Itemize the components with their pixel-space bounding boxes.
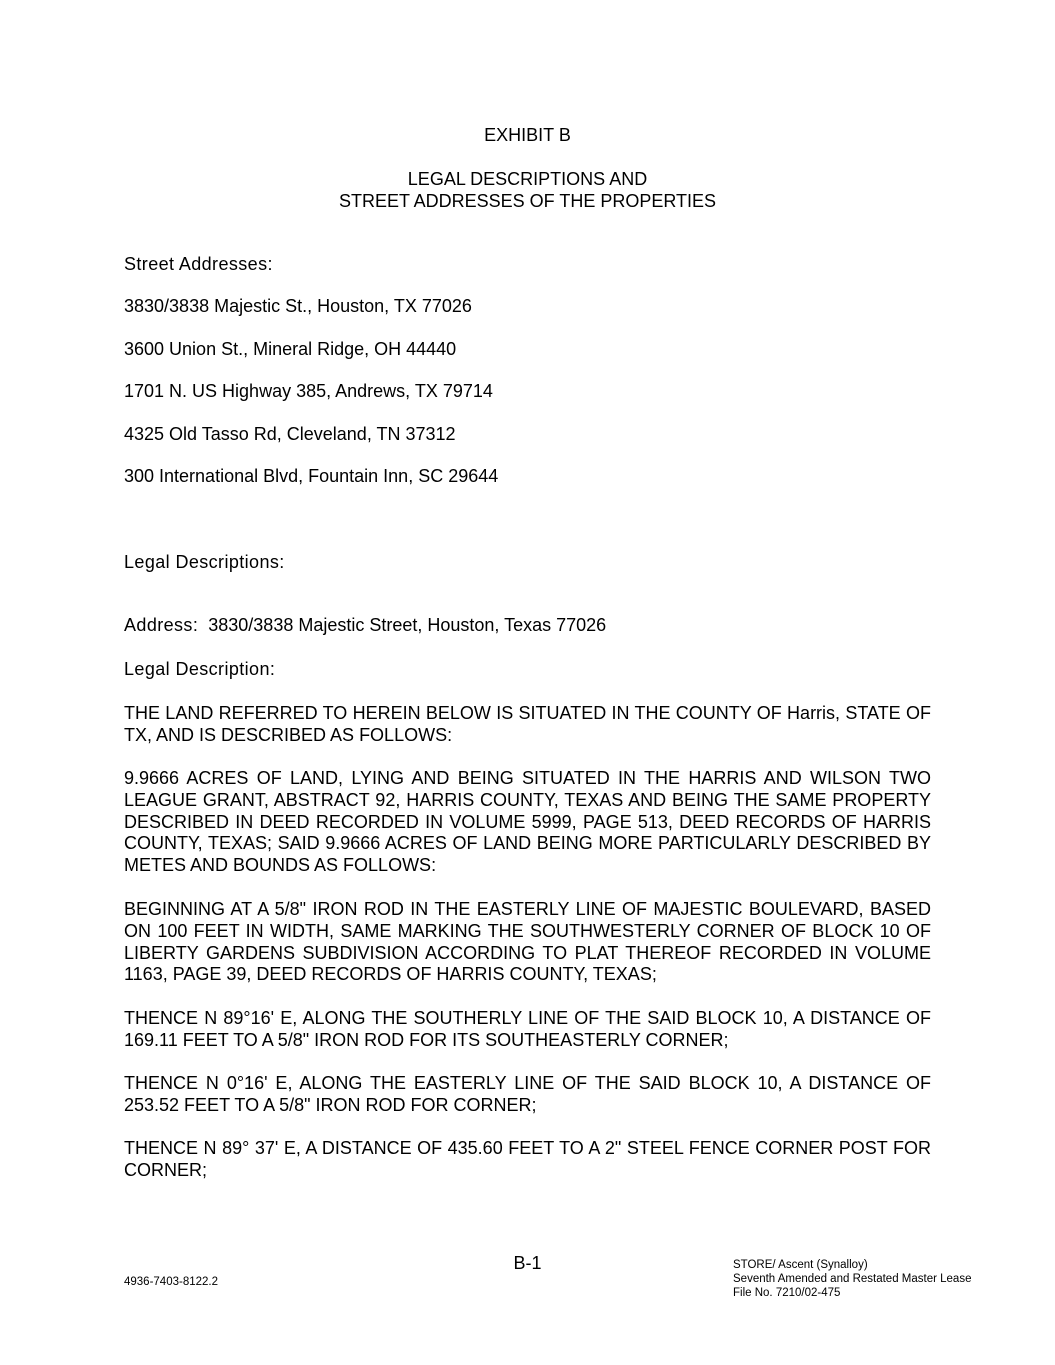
footer-doc-id: 4936-7403-8122.2 [124, 1276, 218, 1288]
property-address-line [124, 615, 931, 637]
legal-paragraph: THENCE N 89°16' E, ALONG THE SOUTHERLY LINE OF THE SAID BLOCK 10, A DISTANCE OF 169.11 FEET TO A 5/8" IRON ROD FOR ITS SOUTHEASTERLY CORNER; [124, 1008, 931, 1050]
street-addresses-heading: Street Addresses: [124, 254, 273, 274]
legal-paragraph: THENCE N 89° 37' E, A DISTANCE OF 435.60 FEET TO A 2" STEEL FENCE CORNER POST FOR CORNER; [124, 1138, 931, 1180]
footer-page-number: B-1 [513, 1253, 542, 1273]
address-value: 3830/3838 Majestic Street, Houston, Texas 77026 [208, 615, 607, 635]
street-address-item: 1701 N. US Highway 385, Andrews, TX 79714 [124, 381, 493, 401]
street-address-item: 3830/3838 Majestic St., Houston, TX 77026 [124, 296, 472, 316]
footer-right-line: File No. 7210/02-475 [733, 1287, 841, 1299]
street-address-item: 4325 Old Tasso Rd, Cleveland, TN 37312 [124, 424, 456, 444]
title-line-2: STREET ADDRESSES OF THE PROPERTIES [338, 191, 717, 211]
legal-paragraph: 9.9666 ACRES OF LAND, LYING AND BEING SITUATED IN THE HARRIS AND WILSON TWO LEAGUE GRANT, ABSTRACT 92, HARRIS COUNTY, TEXAS AND BEING THE SAME PROPERTY DESCRIBED IN DEED RECORDED IN VOLUME 5999, PAGE 513, DEED RECORDS OF HARRIS COUNTY, TEXAS; SAID 9.9666 ACRES OF LAND BEING MORE PARTICULARLY DESCRIBED BY METES AND BOUNDS AS FOLLOWS: [124, 768, 931, 876]
footer-lease-info [733, 1258, 971, 1300]
legal-descriptions-heading: Legal Descriptions: [124, 552, 285, 572]
legal-paragraph: THENCE N 0°16' E, ALONG THE EASTERLY LINE OF THE SAID BLOCK 10, A DISTANCE OF 253.52 FEET TO A 5/8" IRON ROD FOR CORNER; [124, 1073, 931, 1115]
exhibit-heading: EXHIBIT B [484, 125, 571, 145]
street-address-item: 3600 Union St., Mineral Ridge, OH 44440 [124, 339, 457, 359]
street-address-item: 300 International Blvd, Fountain Inn, SC 29644 [124, 466, 499, 486]
address-label: Address: [124, 615, 199, 635]
footer-right-line: STORE/ Ascent (Synalloy) [733, 1259, 868, 1271]
legal-description-label: Legal Description: [124, 659, 276, 679]
title-line-1: LEGAL DESCRIPTIONS AND [407, 169, 648, 189]
footer-right-line: Seventh Amended and Restated Master Lease [733, 1273, 972, 1285]
legal-paragraph: THE LAND REFERRED TO HEREIN BELOW IS SITUATED IN THE COUNTY OF Harris, STATE OF TX, AND IS DESCRIBED AS FOLLOWS: [124, 703, 931, 745]
legal-paragraph: BEGINNING AT A 5/8" IRON ROD IN THE EASTERLY LINE OF MAJESTIC BOULEVARD, BASED ON 100 FEET IN WIDTH, SAME MARKING THE SOUTHWESTERLY CORNER OF BLOCK 10 OF LIBERTY GARDENS SUBDIVISION ACCORDING TO PLAT THEREOF RECORDED IN VOLUME 1163, PAGE 39, DEED RECORDS OF HARRIS COUNTY, TEXAS; [124, 899, 931, 985]
